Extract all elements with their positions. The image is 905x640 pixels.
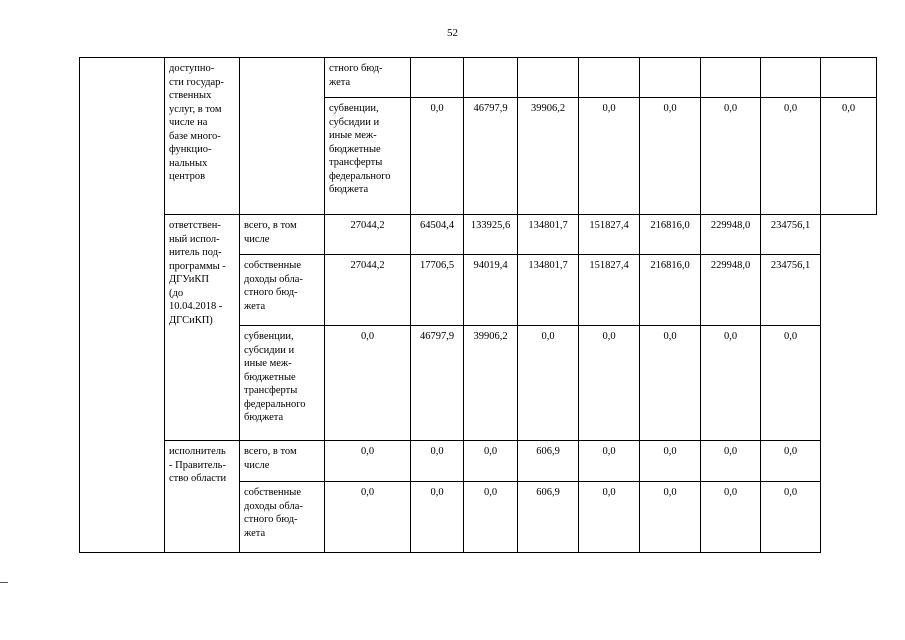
value-cell: 39906,2 — [518, 98, 579, 215]
cell-text-line: жета — [244, 300, 266, 312]
cell-text-line: центров — [169, 171, 206, 182]
cell-text-line: жета — [329, 76, 351, 88]
cell-text-line: бюджетные — [329, 143, 381, 155]
cell-text-line: субвенции, — [244, 331, 294, 342]
cell-text-line: бюджета — [244, 412, 284, 423]
funding-source-cell — [240, 441, 325, 482]
cell-text-line: субсидии и — [244, 344, 295, 356]
cell-text-line: иные меж- — [244, 358, 292, 369]
value-cell: 0,0 — [411, 98, 464, 215]
value-cell: 0,0 — [325, 482, 411, 553]
value-cell: 39906,2 — [464, 326, 518, 441]
table-row — [80, 441, 877, 482]
value-cell: 151827,4 — [579, 255, 640, 326]
value-cell — [518, 58, 579, 98]
cell-text-line: всего, в том — [244, 446, 297, 457]
cell-text-line: стного бюд- — [329, 63, 383, 74]
value-cell: 46797,9 — [464, 98, 518, 215]
cell-text-line: доходы обла- — [244, 273, 303, 285]
cell-text-line: (до — [169, 287, 184, 299]
value-cell — [761, 58, 821, 98]
value-cell — [579, 58, 640, 98]
value-cell — [464, 58, 518, 98]
cell-text-line: субсидии и — [329, 116, 380, 128]
value-cell: 606,9 — [518, 482, 579, 553]
cell-text-line: ДГСиКП) — [169, 314, 213, 326]
cell-text-line: собственные — [244, 260, 302, 271]
cell-text-line: базе много- — [169, 130, 221, 142]
value-cell: 216816,0 — [640, 255, 701, 326]
value-cell: 17706,5 — [411, 255, 464, 326]
cell-text-line: ДГУиКП — [169, 274, 209, 285]
table-row — [80, 58, 877, 98]
value-cell — [821, 58, 877, 98]
value-cell: 133925,6 — [464, 215, 518, 255]
funding-source-cell — [325, 98, 411, 215]
executor-cell — [240, 58, 325, 215]
value-cell: 229948,0 — [701, 215, 761, 255]
value-cell: 0,0 — [518, 326, 579, 441]
value-cell: 46797,9 — [411, 326, 464, 441]
margin-mark — [0, 582, 8, 583]
cell-text-line: 10.04.2018 - — [169, 301, 223, 312]
value-cell — [701, 58, 761, 98]
value-cell: 0,0 — [640, 326, 701, 441]
value-cell: 0,0 — [464, 441, 518, 482]
cell-text-line: трансферты — [329, 157, 383, 168]
value-cell: 94019,4 — [464, 255, 518, 326]
value-cell: 0,0 — [761, 441, 821, 482]
cell-text-line: исполнитель — [169, 446, 226, 457]
cell-text-line: нитель под- — [169, 247, 222, 258]
value-cell: 0,0 — [325, 326, 411, 441]
cell-text-line: ответствен- — [169, 220, 221, 231]
funding-source-cell — [240, 326, 325, 441]
value-cell: 0,0 — [701, 326, 761, 441]
cell-text-line: трансферты — [244, 385, 298, 396]
value-cell: 0,0 — [761, 98, 821, 215]
budget-table — [79, 57, 877, 553]
cell-text-line: услуг, в том — [169, 103, 222, 115]
value-cell: 0,0 — [579, 326, 640, 441]
cell-text-line: нальных — [169, 157, 208, 169]
value-cell: 0,0 — [701, 98, 761, 215]
table-row — [80, 215, 877, 255]
value-cell: 151827,4 — [579, 215, 640, 255]
value-cell: 0,0 — [640, 441, 701, 482]
funding-source-cell — [325, 58, 411, 98]
cell-text-line: - Правитель- — [169, 459, 226, 471]
value-cell: 0,0 — [411, 482, 464, 553]
cell-text-line: бюджетные — [244, 371, 296, 383]
cell-text-line: ный испол- — [169, 233, 220, 245]
cell-text-line: федерального — [244, 398, 306, 410]
cell-text-line: ство области — [169, 473, 227, 484]
value-cell: 216816,0 — [640, 215, 701, 255]
cell-text-line: всего, в том — [244, 220, 297, 231]
value-cell: 234756,1 — [761, 215, 821, 255]
cell-text-line: стного бюд- — [244, 514, 298, 525]
executor-cell — [165, 215, 240, 441]
value-cell: 0,0 — [411, 441, 464, 482]
value-cell: 606,9 — [518, 441, 579, 482]
value-cell: 0,0 — [761, 482, 821, 553]
value-cell: 234756,1 — [761, 255, 821, 326]
value-cell: 64504,4 — [411, 215, 464, 255]
cell-text-line: федерального — [329, 170, 391, 182]
cell-text-line: стного бюд- — [244, 287, 298, 298]
value-cell — [411, 58, 464, 98]
cell-text-line: числе — [244, 459, 270, 471]
value-cell: 0,0 — [640, 98, 701, 215]
value-cell — [640, 58, 701, 98]
cell-text-line: доходы обла- — [244, 500, 303, 512]
value-cell: 0,0 — [701, 482, 761, 553]
cell-text-line: иные меж- — [329, 130, 377, 141]
value-cell: 0,0 — [701, 441, 761, 482]
value-cell: 0,0 — [579, 98, 640, 215]
cell-text-line: ственных — [169, 90, 212, 101]
value-cell: 27044,2 — [325, 255, 411, 326]
cell-text-line: собственные — [244, 487, 302, 498]
cell-text-line: функцио- — [169, 144, 212, 155]
cell-text-line: программы - — [169, 260, 226, 272]
value-cell: 0,0 — [579, 441, 640, 482]
value-cell: 0,0 — [761, 326, 821, 441]
value-cell: 229948,0 — [701, 255, 761, 326]
value-cell: 27044,2 — [325, 215, 411, 255]
value-cell: 0,0 — [464, 482, 518, 553]
funding-source-cell — [240, 482, 325, 553]
value-cell: 0,0 — [579, 482, 640, 553]
cell-text-line: бюджета — [329, 184, 369, 195]
value-cell: 0,0 — [325, 441, 411, 482]
page-number: 52 — [447, 27, 458, 39]
value-cell: 0,0 — [821, 98, 877, 215]
cell-text-line: доступно- — [169, 63, 215, 74]
empty-cell — [80, 58, 165, 553]
funding-source-cell — [240, 255, 325, 326]
executor-cell — [165, 441, 240, 553]
value-cell: 134801,7 — [518, 255, 579, 326]
cell-text-line: числе на — [169, 117, 208, 128]
cell-text-line: числе — [244, 233, 270, 245]
cell-text-line: жета — [244, 527, 266, 539]
cell-text-line: субвенции, — [329, 103, 379, 114]
funding-source-cell — [240, 215, 325, 255]
value-cell: 0,0 — [640, 482, 701, 553]
value-cell: 134801,7 — [518, 215, 579, 255]
service-description-cell — [165, 58, 240, 215]
cell-text-line: сти государ- — [169, 76, 224, 88]
